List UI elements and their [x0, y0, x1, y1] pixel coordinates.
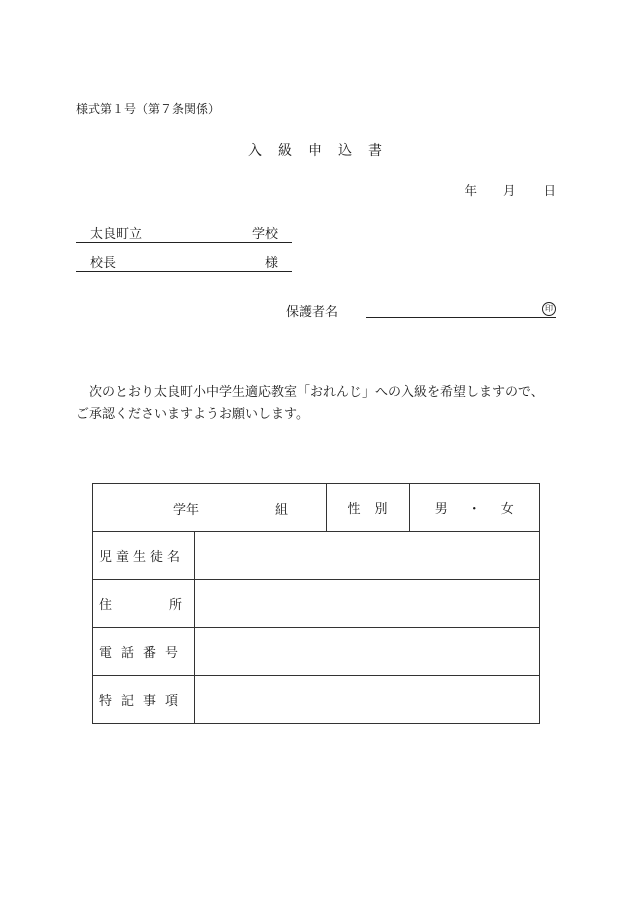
table-row	[93, 580, 540, 628]
grade-class-field[interactable]	[93, 484, 327, 532]
notes-label: 特記事項	[93, 676, 195, 724]
date-year: 年	[464, 183, 477, 198]
date-month: 月	[502, 183, 516, 198]
form-number: 様式第１号（第７条関係）	[76, 102, 221, 116]
principal-suffix: 様	[264, 256, 278, 271]
address-label	[93, 580, 195, 628]
table-row	[93, 628, 540, 676]
seal-mark-icon: 印	[542, 302, 556, 316]
date-day: 日	[543, 183, 556, 198]
gender-options[interactable]: 男・女	[409, 484, 539, 532]
principal-prefix: 校長	[90, 256, 117, 271]
gender-label: 性別	[326, 484, 409, 532]
address-label-b: 所	[168, 598, 182, 613]
student-name-label: 児童生徒名	[93, 532, 195, 580]
request-line-2: ご承認くださいますようお願いします。	[76, 407, 309, 422]
application-table	[92, 483, 540, 724]
request-line-1: 次のとおり太良町小中学生適応教室「おれんじ」への入級を希望しますので、	[89, 385, 544, 400]
principal-line[interactable]	[76, 254, 292, 272]
grade-label: 学年	[173, 503, 200, 518]
table-row	[93, 532, 540, 580]
guardian-name-field[interactable]	[366, 300, 556, 318]
document-title: 入級申込書	[248, 143, 398, 159]
address-label-a: 住	[99, 598, 113, 613]
notes-field[interactable]	[195, 676, 540, 724]
request-text	[76, 382, 556, 426]
class-label: 組	[275, 503, 289, 518]
guardian-label: 保護者名	[286, 305, 339, 320]
school-name-line[interactable]	[76, 225, 292, 243]
phone-label: 電話番号	[93, 628, 195, 676]
address-field[interactable]	[195, 580, 540, 628]
school-suffix: 学校	[251, 227, 278, 242]
table-row	[93, 484, 540, 532]
date-line	[464, 181, 556, 199]
phone-field[interactable]	[195, 628, 540, 676]
student-name-field[interactable]	[195, 532, 540, 580]
table-row	[93, 676, 540, 724]
school-prefix: 太良町立	[90, 227, 143, 242]
